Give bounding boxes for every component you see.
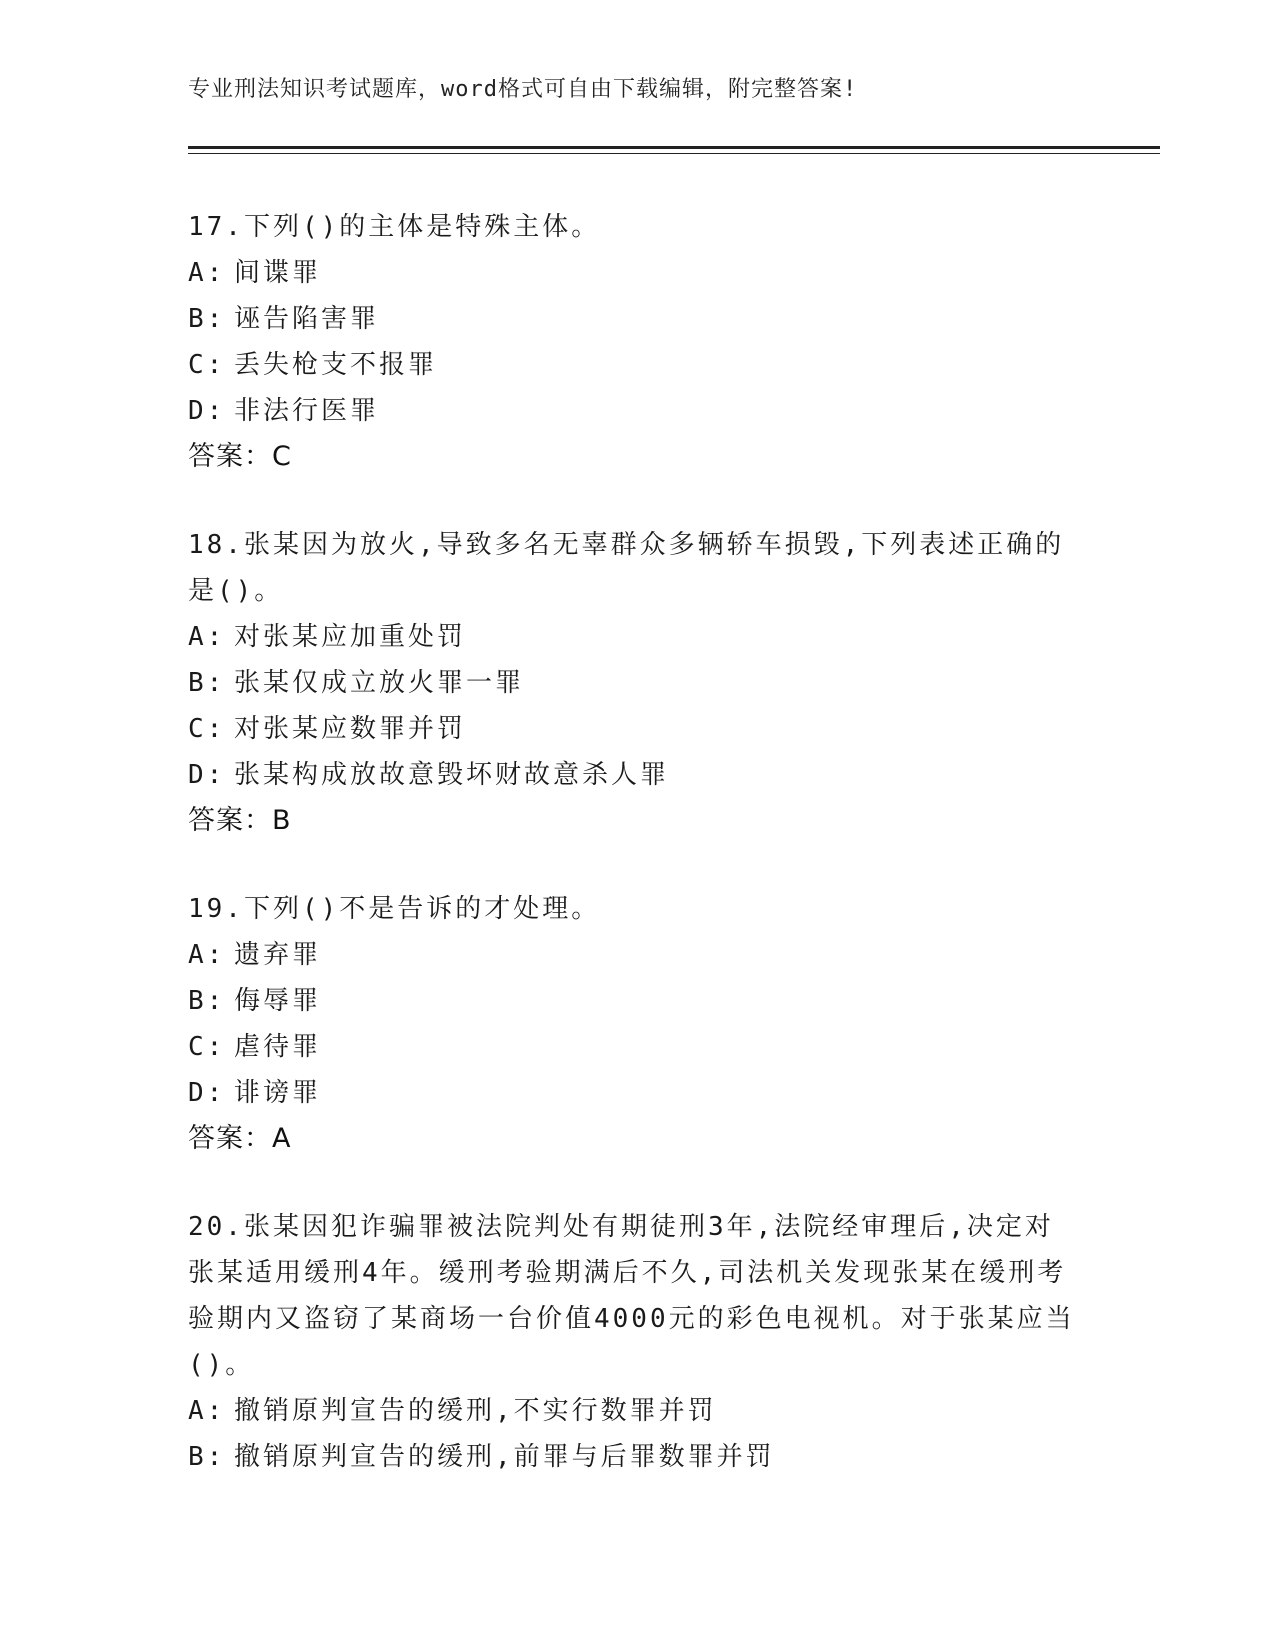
option-text: 诽谤罪 — [234, 1078, 322, 1108]
answer-line: 答案：B — [188, 805, 292, 836]
option-d — [188, 1070, 1078, 1116]
answer-line: 答案：C — [188, 441, 292, 472]
option-letter: A: — [188, 622, 226, 652]
option-a — [188, 614, 1078, 660]
option-letter: D: — [188, 396, 226, 426]
option-letter: A: — [188, 1396, 226, 1426]
option-b — [188, 978, 1078, 1024]
option-d — [188, 388, 1078, 434]
question-stem: 18.张某因为放火,导致多名无辜群众多辆轿车损毁,下列表述正确的是()。 — [188, 530, 1065, 606]
option-c — [188, 1024, 1078, 1070]
option-text: 对张某应数罪并罚 — [234, 714, 467, 744]
option-text: 遗弃罪 — [234, 940, 322, 970]
answer-line: 答案：A — [188, 1123, 292, 1154]
option-letter: C: — [188, 714, 226, 744]
question-stem: 19.下列()不是告诉的才处理。 — [188, 894, 601, 924]
option-text: 诬告陷害罪 — [234, 304, 380, 334]
option-text: 对张某应加重处罚 — [234, 622, 467, 652]
question-stem: 17.下列()的主体是特殊主体。 — [188, 212, 601, 242]
option-text: 间谍罪 — [234, 258, 322, 288]
page-header: 专业刑法知识考试题库，word格式可自由下载编辑，附完整答案! — [188, 77, 858, 102]
option-c — [188, 342, 1078, 388]
question-stem: 20.张某因犯诈骗罪被法院判处有期徒刑3年,法院经审理后,决定对张某适用缓刑4年。缓刑考验期满后不久,司法机关发现张某在缓刑考验期内又盗窃了某商场一台价值4000元的彩色电视机。对于张某应当()。 — [188, 1212, 1075, 1380]
option-letter: D: — [188, 760, 226, 790]
header-rule-thin — [188, 153, 1160, 154]
question-19 — [188, 886, 1078, 1162]
option-text: 非法行医罪 — [234, 396, 380, 426]
option-text: 张某仅成立放火罪一罪 — [234, 668, 525, 698]
question-17 — [188, 204, 1078, 480]
option-letter: B: — [188, 1442, 226, 1472]
option-letter: C: — [188, 1032, 226, 1062]
option-text: 虐待罪 — [234, 1032, 322, 1062]
option-letter: C: — [188, 350, 226, 380]
option-letter: B: — [188, 304, 226, 334]
header-rule-thick — [188, 146, 1160, 149]
option-text: 侮辱罪 — [234, 986, 322, 1016]
option-a — [188, 932, 1078, 978]
question-18 — [188, 522, 1078, 844]
option-text: 张某构成放故意毁坏财故意杀人罪 — [234, 760, 670, 790]
option-text: 撤销原判宣告的缓刑,前罪与后罪数罪并罚 — [234, 1442, 775, 1472]
option-text: 丢失枪支不报罪 — [234, 350, 438, 380]
option-b — [188, 296, 1078, 342]
option-b — [188, 1434, 1078, 1480]
option-text: 撤销原判宣告的缓刑,不实行数罪并罚 — [234, 1396, 717, 1426]
option-letter: A: — [188, 258, 226, 288]
option-letter: B: — [188, 668, 226, 698]
option-letter: D: — [188, 1078, 226, 1108]
option-a — [188, 250, 1078, 296]
option-c — [188, 706, 1078, 752]
option-letter: A: — [188, 940, 226, 970]
option-b — [188, 660, 1078, 706]
question-20 — [188, 1204, 1078, 1480]
option-a — [188, 1388, 1078, 1434]
option-d — [188, 752, 1078, 798]
question-list — [188, 204, 1078, 1522]
option-letter: B: — [188, 986, 226, 1016]
